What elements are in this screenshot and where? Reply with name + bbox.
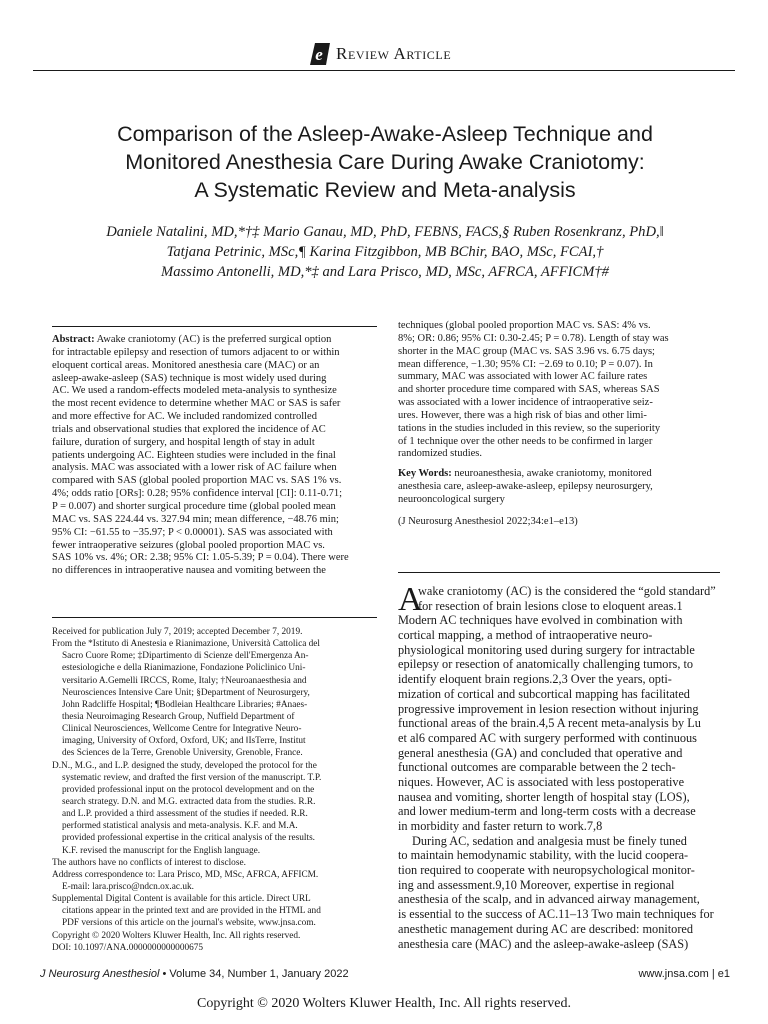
author-line: Massimo Antonelli, MD,*‡ and Lara Prisco, MD, MSc, AFRCA, AFFICM†# [161, 264, 609, 280]
body-line: wake craniotomy (AC) is the considered the “gold standard” [418, 584, 716, 598]
section-label: Review Article [336, 44, 452, 63]
author-line: Daniele Natalini, MD,*†‡ Mario Ganau, MD, PhD, FEBNS, FACS,§ Ruben Rosenkranz, PhD,‖ [106, 224, 664, 240]
body-line: niques. However, AC is associated with less postoperative [398, 774, 685, 789]
abstract-line: SAS 10% vs. 4%; OR: 2.38; 95% CI: 1.05-5.39; P = 0.04). There were [52, 552, 349, 564]
abstract-line: trials and observational studies that explored the incidence of AC [52, 423, 326, 435]
abstract-right-column [398, 320, 720, 529]
author-list [40, 222, 730, 282]
body-line: et al6 compared AC with surgery performed with continuous [398, 730, 697, 745]
abstract-line: AC. We used a random-effects modeled meta-analysis to synthesize [52, 385, 337, 397]
body-line: anesthetic management during AC are described: monitored [398, 921, 694, 936]
abstract-line: compared with SAS (global pooled proportion MAC vs. SAS 1% vs. [52, 475, 342, 487]
footnote-line: search strategy. D.N. and M.G. extracted data from the studies. R.R. [62, 796, 316, 807]
drop-cap: A [398, 581, 423, 618]
abstract-line: asleep-awake-asleep (SAS) technique is most widely used during [52, 372, 327, 384]
body-line: progressive improvement in lesion resection without injuring [398, 701, 699, 716]
keywords-label: Key Words: [398, 468, 452, 480]
abstract-line: analysis. MAC was associated with a lower risk of AC failure when [52, 462, 337, 474]
title-line: A Systematic Review and Meta-analysis [194, 178, 576, 202]
footnote-line: imaging, University of Oxford, Oxford, UK; and ‖IsTerre, Institut [62, 736, 306, 747]
body-line: mization of cortical and subcortical mapping has facilitated [398, 686, 690, 701]
abstract-line: for intractable epilepsy and resection of tumors adjacent to or within [52, 346, 340, 358]
body-line: epilepsy or resection of anatomically challenging tumors, to [398, 657, 694, 672]
body-line: During AC, sedation and analgesia must be finely tuned [412, 833, 687, 848]
footnote-line: Supplemental Digital Content is available for this article. Direct URL [52, 894, 311, 905]
footnote-line: systematic review, and drafted the first version of the manuscript. T.P. [62, 772, 322, 783]
abstract-line: ures. However, there was a high risk of bias and other limi- [398, 409, 647, 421]
abstract-line: MAC vs. SAS 224.44 vs. 327.94 min; mean difference, −48.76 min; [52, 513, 339, 525]
body-line: identify eloquent brain regions.2,3 Over the years, opti- [398, 672, 672, 687]
abstract-line: Abstract: Awake craniotomy (AC) is the preferred surgical option [52, 334, 332, 345]
footnote-line: E-mail: lara.prisco@ndcn.ox.ac.uk. [62, 881, 194, 892]
footnote-line: John Radcliffe Hospital; ¶Bodleian Healthcare Libraries; #Anaes- [62, 699, 308, 710]
footnote-line: Neurosciences Intensive Care Unit; §Department of Neurosurgery, [62, 687, 310, 698]
abstract-line: randomized studies. [398, 448, 482, 460]
page-footer [40, 966, 730, 986]
footnote-line: estesiologiche e della Rianimazione, Fondazione Policlinico Uni- [62, 663, 306, 674]
abstract-line: fewer intraoperative seizures (global pooled proportion MAC vs. [52, 539, 325, 551]
title-line: Monitored Anesthesia Care During Awake Craniotomy: [125, 150, 645, 174]
title-line: Comparison of the Asleep-Awake-Asleep Technique and [117, 122, 653, 146]
body-line: functional outcomes are comparable between the 2 tech- [398, 760, 676, 775]
author-line: Tatjana Petrinic, MSc,¶ Karina Fitzgibbon, MB BChir, BAO, MSc, FCAI,† [166, 244, 604, 260]
abstract-line: mean difference, −1.30; 95% CI: −2.69 to 0.10; P = 0.07). In [398, 358, 653, 370]
abstract-line: summary, MAC was associated with lower AC failure rates [398, 371, 648, 383]
footnote-line: Received for publication July 7, 2019; accepted December 7, 2019. [52, 627, 303, 637]
header-divider [33, 70, 735, 71]
journal-citation: (J Neurosurg Anesthesiol 2022;34:e1–e13) [398, 515, 578, 527]
body-line: in morbidity and faster return to work.7,8 [398, 819, 603, 833]
abstract-line: was associated with a lower incidence of intraoperative seiz- [398, 397, 653, 409]
footnote-line: Sacro Cuore Rome; ‡Dipartimento di Scienze dell'Emergenza An- [62, 651, 309, 662]
svg-text:e: e [315, 45, 323, 64]
introduction-body [398, 581, 722, 951]
body-line: ing and assessment.9,10 Moreover, expertise in regional [398, 877, 675, 892]
abstract-line: patients undergoing AC. Eighteen studies were included in the final [52, 449, 336, 461]
footnote-line: Clinical Neurosciences, Wellcome Centre for Integrative Neuro- [62, 724, 302, 735]
footnote-line: versitario A.Gemelli IRCCS, Rome, Italy; †Neuroanaesthesia and [62, 675, 307, 686]
footnote-line: performed statistical analysis and meta-analysis. K.F. and M.A. [62, 821, 298, 832]
footnote-line: DOI: 10.1097/ANA.0000000000000675 [52, 942, 204, 953]
abstract-line: the most recent evidence to determine whether MAC or SAS is safer [52, 398, 341, 410]
abstract-divider [52, 326, 377, 327]
abstract-line: tations in the studies included in this review, so the superiority [398, 422, 661, 434]
footnote-line: K.F. revised the manuscript for the English language. [62, 845, 261, 856]
footnote-line: The authors have no conflicts of interest to disclose. [52, 857, 246, 868]
footnote-line: provided professional expertise in the critical analysis of the results. [62, 833, 316, 844]
article-footnotes [52, 626, 377, 954]
abstract-line: shorter in the MAC group (MAC vs. SAS 3.96 vs. 6.75 days; [398, 345, 655, 357]
body-line: physiological monitoring used during surgery for intractable [398, 642, 695, 657]
abstract-line: 8%; OR: 0.86; 95% CI: 0.30-2.45; P = 0.78). Length of stay was [398, 332, 669, 344]
abstract-line: of 1 technique over the other needs to be confirmed in larger [398, 435, 653, 447]
footnote-line: and L.P. provided a third assessment of the studies if needed. R.R. [62, 809, 308, 820]
footnote-line: citations appear in the printed text and are provided in the HTML and [62, 906, 321, 917]
abstract-label: Abstract: [52, 334, 95, 345]
footnote-line: thesia Neuroimaging Research Group, Nuffield Department of [62, 711, 295, 722]
abstract-line: P = 0.007) and shorter surgical procedure time (global pooled mean [52, 500, 336, 512]
footnote-line: From the *Istituto di Anestesia e Rianimazione, Università Cattolica del [52, 639, 321, 650]
page-header [300, 40, 480, 70]
body-line: is essential to the success of AC.11–13 Two main techniques for [398, 907, 714, 922]
body-line: general anesthesia (GA) and concluded that operative and [398, 745, 683, 760]
abstract-line: techniques (global pooled proportion MAC vs. SAS: 4% vs. [398, 320, 651, 331]
keywords-line: Key Words: neuroanesthesia, awake craniotomy, monitored [398, 468, 652, 480]
copyright-notice: Copyright © 2020 Wolters Kluwer Health, Inc. All rights reserved. [197, 996, 571, 1011]
body-line: and lower medium-term and long-term costs with a decrease [398, 804, 696, 819]
footnote-line: PDF versions of this article on the journal's website, www.jnsa.com. [62, 918, 316, 929]
abstract-line: and more effective for AC. We included randomized controlled [52, 411, 317, 423]
footnote-line: D.N., M.G., and L.P. designed the study, developed the protocol for the [52, 760, 317, 771]
abstract-line: 4%; odds ratio [ORs]: 0.28; 95% confidence interval [CI]: 0.11-0.71; [52, 488, 343, 500]
keywords-line: anesthesia care, asleep-awake-asleep, epilepsy neurosurgery, [398, 481, 653, 493]
body-line: anesthesia of the scalp, and in advanced airway management, [398, 892, 700, 907]
keywords-line: neurooncological surgery [398, 493, 505, 505]
footer-issue: J Neurosurg Anesthesiol • Volume 34, Number 1, January 2022 [40, 968, 349, 980]
abstract-left-column [52, 334, 377, 578]
body-line: Modern AC techniques have evolved in combination with [398, 613, 683, 628]
footnote-line: Address correspondence to: Lara Prisco, MD, MSc, AFRCA, AFFICM. [52, 869, 319, 880]
body-line: to maintain hemodynamic stability, with the lucid coopera- [398, 848, 689, 863]
body-line: cortical mapping, a method of intraoperative neuro- [398, 628, 653, 643]
body-line: anesthesia care (MAC) and the asleep-awake-asleep (SAS) [398, 936, 689, 951]
footnote-divider [52, 617, 377, 618]
abstract-line: 95% CI: −61.55 to −35.97; P < 0.00001). SAS was associated with [52, 526, 333, 538]
journal-e-logo-icon [310, 42, 330, 66]
body-line: functional areas of the brain.4,5 A recent meta-analysis by Lu [398, 716, 701, 731]
footnote-line: des Sciences de la Terre, Grenoble University, Grenoble, France. [62, 748, 303, 759]
body-line: nausea and vomiting, shorter length of hospital stay (LOS), [398, 789, 690, 804]
footnote-line: Copyright © 2020 Wolters Kluwer Health, Inc. All rights reserved. [52, 930, 301, 941]
article-title [40, 120, 730, 204]
footer-site-page: www.jnsa.com | e1 [638, 968, 730, 980]
abstract-line: failure, duration of surgery, and hospital length of stay in adult [52, 436, 315, 448]
body-line: for resection of brain lesions close to eloquent areas.1 [418, 598, 683, 613]
abstract-line: no differences in intraoperative nausea and vomiting between the [52, 565, 326, 577]
abstract-end-divider [398, 572, 720, 573]
abstract-line: eloquent cortical areas. Monitored anesthesia care (MAC) or an [52, 359, 320, 371]
footnote-line: provided professional input on the protocol development and on the [62, 784, 315, 795]
abstract-line: and shorter procedure time compared with SAS, whereas SAS [398, 384, 660, 396]
body-line: tion required to cooperate with neuropsychological monitor- [398, 863, 695, 878]
